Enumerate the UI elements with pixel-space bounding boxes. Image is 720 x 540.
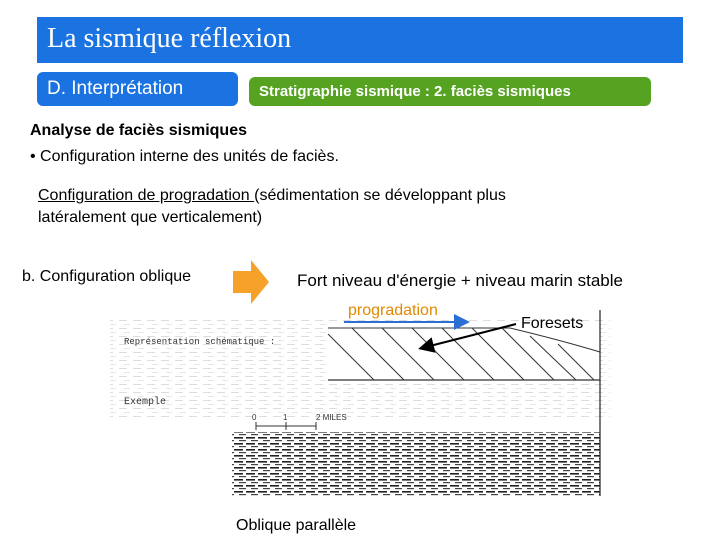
scale-tick-1: 1 (283, 413, 288, 422)
bullet-text: • Configuration interne des unités de faciès. (30, 148, 339, 165)
example-label: Exemple (124, 397, 167, 408)
scale-tick-0: 0 (252, 413, 257, 422)
analyse-heading: Analyse de faciès sismiques (30, 122, 247, 139)
progradation-description: (sédimentation se développant plus (254, 187, 506, 204)
subsection-tag (249, 77, 651, 106)
section-tag-label: D. Interprétation (47, 78, 184, 99)
scale-tick-2: 2 MILES (316, 413, 347, 422)
progradation-definition (38, 185, 506, 229)
section-tag (37, 72, 238, 106)
figure-caption: Oblique parallèle (236, 517, 357, 534)
foresets-label: Foresets (521, 315, 584, 332)
progradation-description-line2: latéralement que verticalement) (38, 209, 263, 226)
subsection-tag-label: Stratigraphie sismique : 2. faciès sismiques (259, 83, 571, 100)
schema-label: Représentation schématique : (124, 337, 276, 347)
energy-text: Fort niveau d'énergie + niveau marin stable (297, 271, 623, 290)
seismic-figure (90, 310, 610, 510)
oblique-configuration-label: b. Configuration oblique (22, 268, 192, 285)
title-bar (37, 17, 683, 63)
progradation-label: progradation (348, 302, 438, 319)
right-arrow-icon (233, 260, 269, 304)
slide-title: La sismique réflexion (47, 23, 292, 54)
progradation-term: Configuration de progradation (38, 187, 255, 204)
seismic-schematic (90, 310, 610, 510)
